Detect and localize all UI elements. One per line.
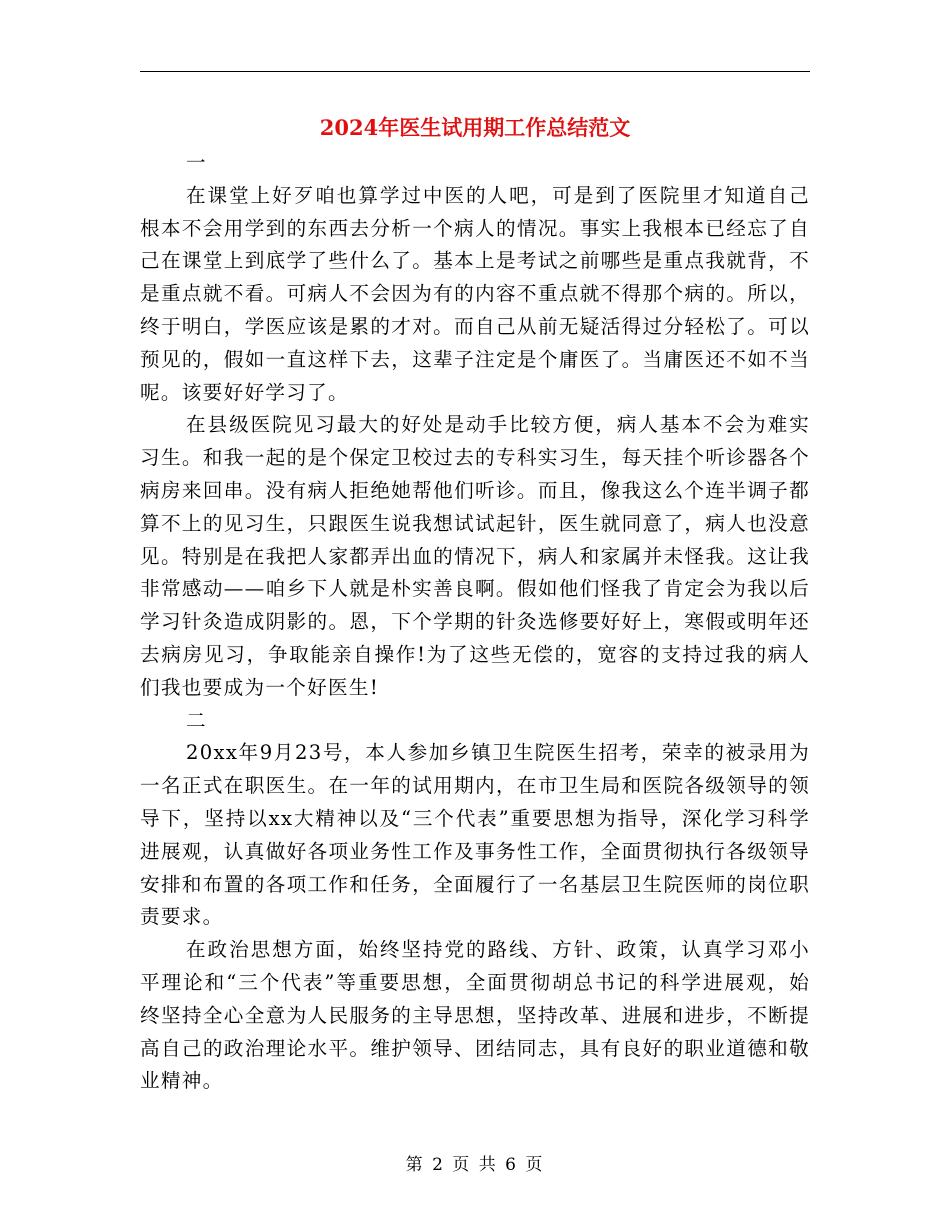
total-pages-number: 6 bbox=[505, 1155, 518, 1175]
document-title: 2024年医生试用期工作总结范文 bbox=[319, 115, 631, 140]
footer-middle: 页 共 bbox=[452, 1155, 498, 1175]
header-rule bbox=[140, 71, 810, 72]
paragraph-4: 在政治思想方面，始终坚持党的路线、方针、政策，认真学习邓小平理论和“三个代表”等重要思想，全面贯彻胡总书记的科学进展观，始终坚持全心全意为人民服务的主导思想，坚持改革、进展和进步，不断提高自己的政治理论水平。维护领导、团结同志，具有良好的职业道德和敬业精神。 bbox=[140, 938, 810, 1093]
current-page-number: 2 bbox=[432, 1155, 445, 1175]
paragraph-1: 在课堂上好歹咱也算学过中医的人吧，可是到了医院里才知道自己根本不会用学到的东西去分析一个病人的情况。事实上我根本已经忘了自己在课堂上到底学了些什么了。基本上是考试之前哪些是重点我就背，不是重点就不看。可病人不会因为有的内容不重点就不得那个病的。所以，终于明白，学医应该是累的才对。而自己从前无疑活得过分轻松了。可以预见的，假如一直这样下去，这辈子注定是个庸医了。当庸医还不如不当呢。该要好好学习了。 bbox=[140, 183, 810, 404]
page-footer bbox=[140, 1154, 810, 1176]
document-body bbox=[140, 147, 810, 1098]
paragraph-2: 在县级医院见习最大的好处是动手比较方便，病人基本不会为难实习生。和我一起的是个保定卫校过去的专科实习生，每天挂个听诊器各个病房来回串。没有病人拒绝她帮他们听诊。而且，像我这么个连半调子都算不上的见习生，只跟医生说我想试试起针，医生就同意了，病人也没意见。特别是在我把人家都弄出血的情况下，病人和家属并未怪我。这让我非常感动——咱乡下人就是朴实善良啊。假如他们怪我了肯定会为我以后学习针灸造成阴影的。恩，下个学期的针灸选修要好好上，寒假或明年还去病房见习，争取能亲自操作!为了这些无偿的，宽容的支持过我的病人们我也要成为一个好医生! bbox=[140, 413, 810, 699]
footer-suffix: 页 bbox=[525, 1155, 545, 1175]
section-label-1: 一 bbox=[186, 151, 206, 174]
footer-prefix: 第 bbox=[405, 1155, 425, 1175]
section-label-2: 二 bbox=[186, 708, 206, 732]
paragraph-3: 20xx年9月23号，本人参加乡镇卫生院医生招考，荣幸的被录用为一名正式在职医生。在一年的试用期内，在市卫生局和医院各级领导的领导下，坚持以xx大精神以及“三个代表”重要思想为指导，深化学习科学进展观，认真做好各项业务性工作及事务性工作，全面贯彻执行各级领导安排和布置的各项工作和任务，全面履行了一名基层卫生院医师的岗位职责要求。 bbox=[140, 741, 810, 929]
